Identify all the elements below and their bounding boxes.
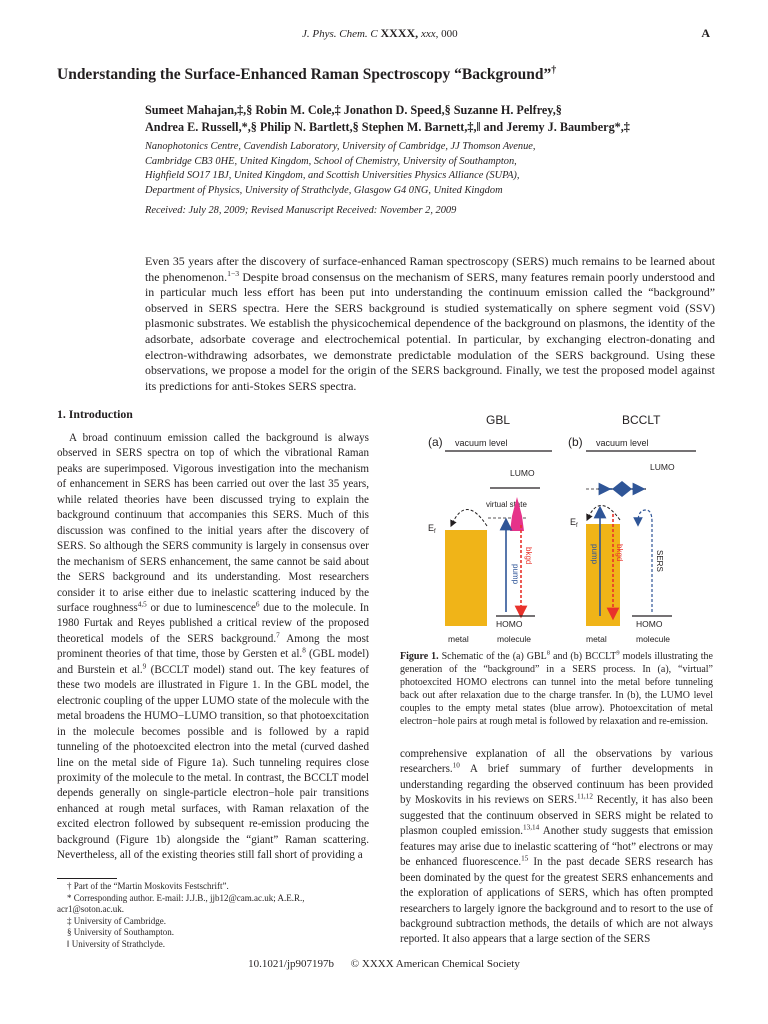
vacuum-level-label-a: vacuum level	[455, 438, 508, 448]
footnote-southampton: § University of Southampton.	[67, 927, 174, 938]
footnote-cambridge: ‡ University of Cambridge.	[67, 915, 166, 926]
received-dates: Received: July 28, 2009; Revised Manuscript Received: November 2, 2009	[145, 205, 457, 216]
sers-arrow-b	[638, 510, 652, 612]
page-footer	[0, 958, 768, 970]
pump-label-a: pump	[511, 564, 520, 585]
lumo-label-b: LUMO	[650, 462, 675, 472]
virtual-state-label: virtual state	[486, 500, 527, 509]
journal-citation: J. Phys. Chem. C XXXX, xxx, 000	[302, 26, 458, 40]
bkgd-label-b: bkgd	[615, 544, 624, 562]
pump-label-b: pump	[590, 544, 599, 565]
lumo-label-a: LUMO	[510, 468, 535, 478]
body-text-left-column: A broad continuum emission called the background is always observed in SERS spectra on top of which the vibrational Raman peaks are superimposed. Vigorous investigation into the mechanism of enhancement in SERS has been carried out over the last 35 years, while related theories have been discussed trying to explain the background continuum that accompanies this SERS. Much of this discussion was confined to the initial years after the discovery of SERS. So although the SERS community is largely in consensus over the mechanism of SERS enhancement, the same cannot be said about the SERS background and its understanding. Most researchers consider it to arise either due to inelastic scattering induced by the surface roughness$^{4,5}$ or due to luminescence$^6$ due to the molecule. In 1980 Furtak and Reyes published a critical review of the proposed theoretical models of the SERS background.$^7$ Among the most prominent theories of that time, those by Gersten et al.$^8$ (GBL model) and Burstein et al.$^9$ (BCCLT model) stand out. The key features of these two models are illustrated in Figure 1. In the GBL model, the electronic coupling of the upper LUMO state of the molecule with the metal broadens the HUMO−LUMO transition, so that photoexcitation in the molecule becomes possible and is followed by a rapid tunneling of the photoexcited electron into the metal (curved dashed line on the metal side of Figure 1a). Such tunneling requires close proximity of the molecule to the metal. In contrast, the BCCLT model depends generally on single-particle electron−hole pair transitions enhanced at rough metal surfaces, with Raman relaxation of the excited electron followed by subsequent re-emission producing the background (Figure 1b) alongside the “giant” Raman scattering. Nevertheless, all of the existing theories still fall short of providing a	[57, 432, 369, 862]
fermi-label-a: $E_f$	[428, 523, 436, 535]
bcclt-title: BCCLT	[622, 413, 661, 427]
vacuum-level-label-b: vacuum level	[596, 438, 649, 448]
bkgd-label-a: bkgd	[524, 547, 533, 565]
author-line-1: Sumeet Mahajan,‡,§ Robin M. Cole,‡ Jonathon D. Speed,§ Suzanne H. Pelfrey,§	[145, 103, 562, 117]
molecule-label-b: molecule	[636, 634, 671, 644]
gbl-title: GBL	[486, 413, 511, 427]
metal-label-b: metal	[586, 634, 607, 644]
metal-block-b	[586, 524, 620, 626]
lumo-coupling-diamond	[612, 481, 632, 497]
panel-b-label: (b)	[568, 435, 583, 449]
footnotes	[57, 881, 369, 951]
author-list	[145, 102, 725, 136]
section-heading: 1. Introduction	[57, 407, 133, 421]
page-letter: A	[701, 26, 710, 40]
abstract: Even 35 years after the discovery of surface-enhanced Raman spectroscopy (SERS) much remains to be learned about the phenomenon.$^{1-3}$ Despite broad consensus on the mechanism of SERS, many features remain poorly understood and in particular much less effort has been put into understanding the continuum emission called the “background” observed in SERS spectra. Here the SERS background is studied systematically on sphere segment void (SSV) plasmonic substrates. We establish the physicochemical dependence of the background on plasmons, the identity of the adsorbate, adsorbate coverage and electrochemical potential. In particular, by exchanging electron-donating and electron-withdrawing adsorbates, we demonstrate predictable modulation of the SERS background. Using these observations, we propose a model for the origin of the SERS background. Finally, we test the proposed model against its predictions for anti-Stokes SERS spectra.	[145, 254, 715, 393]
homo-label-b: HOMO	[636, 619, 663, 629]
fermi-label-b: $E_f$	[570, 517, 578, 529]
tunneling-arrow-a	[452, 509, 487, 526]
footnote-strathclyde: ‖ University of Strathclyde.	[67, 938, 166, 949]
affiliations: Nanophotonics Centre, Cavendish Laboratory, University of Cambridge, JJ Thomson Avenue, Cambridge CB3 0HE, United Kingdom, School of Chemistry, University of Southampton, Highfield SO17 1BJ, United Kingdom, and Scottish Universities Physics Alliance (SUPA), Department of Physics, University of Strathclyde, Glasgow G4 0NG, United Kingdom	[145, 141, 536, 196]
relaxation-arrow-b	[588, 505, 620, 520]
metal-label-a: metal	[448, 634, 469, 644]
footnote-corresponding-author: * Corresponding author. E-mail: J.J.B., jjb12@cam.ac.uk; A.E.R., acr1@soton.ac.uk.	[57, 892, 305, 915]
footnote-festschrift: † Part of the “Martin Moskovits Festschrift”.	[67, 881, 229, 891]
copyright: © XXXX American Chemical Society	[350, 958, 520, 970]
figure-1-schematic	[400, 404, 716, 648]
panel-a-label: (a)	[428, 435, 443, 449]
homo-label-a: HOMO	[496, 619, 523, 629]
author-line-2: Andrea E. Russell,*,§ Philip N. Bartlett,§ Stephen M. Barnett,‡,‖ and Jeremy J. Baumberg*,‡	[145, 120, 630, 134]
figure-1-caption: Figure 1. Schematic of the (a) GBL$^8$ and (b) BCCLT$^9$ models illustrating the generation of the “background” in a SERS process. In (a), “virtual” photoexcited HOMO electrons can tunnel into the metal before tunneling back out after relaxation due to the charge transfer. In (b), the LUMO level couples to the empty metal states (blue arrow). Photoexcitation of metal electron−hole pairs at rough metal is followed by relaxation and re-emission.	[400, 649, 713, 728]
footnote-rule	[57, 878, 117, 879]
molecule-label-a: molecule	[497, 634, 532, 644]
article-title: Understanding the Surface-Enhanced Raman Spectroscopy “Background”†	[57, 64, 557, 83]
metal-block-a	[445, 530, 487, 626]
doi: 10.1021/jp907197b	[248, 958, 335, 970]
sers-label-b: SERS	[655, 550, 664, 572]
body-text-right-column: comprehensive explanation of all the observations by various researchers.$^{10}$ A brief summary of further developments in understanding regarding the observed continuum has been provided by Moskovits in his reviews on SERS.$^{11,12}$ Recently, it has also been suggested that the continuum observed in SERS might be related to plasmon coupled emission.$^{13,14}$ Another study suggests that emission features may arise due to inelastic scattering of “hot” electrons or may be enhanced fluorescence.$^{15}$ In the past decade SERS research has been dominated by the quest for the greatest SERS enhancements and the exploration of applications of SERS, which has often prompted researchers to largely ignore the background and to resort to the use of background subtraction methods, the details of which are not always reported. It also appears that a large section of the SERS	[400, 748, 713, 946]
